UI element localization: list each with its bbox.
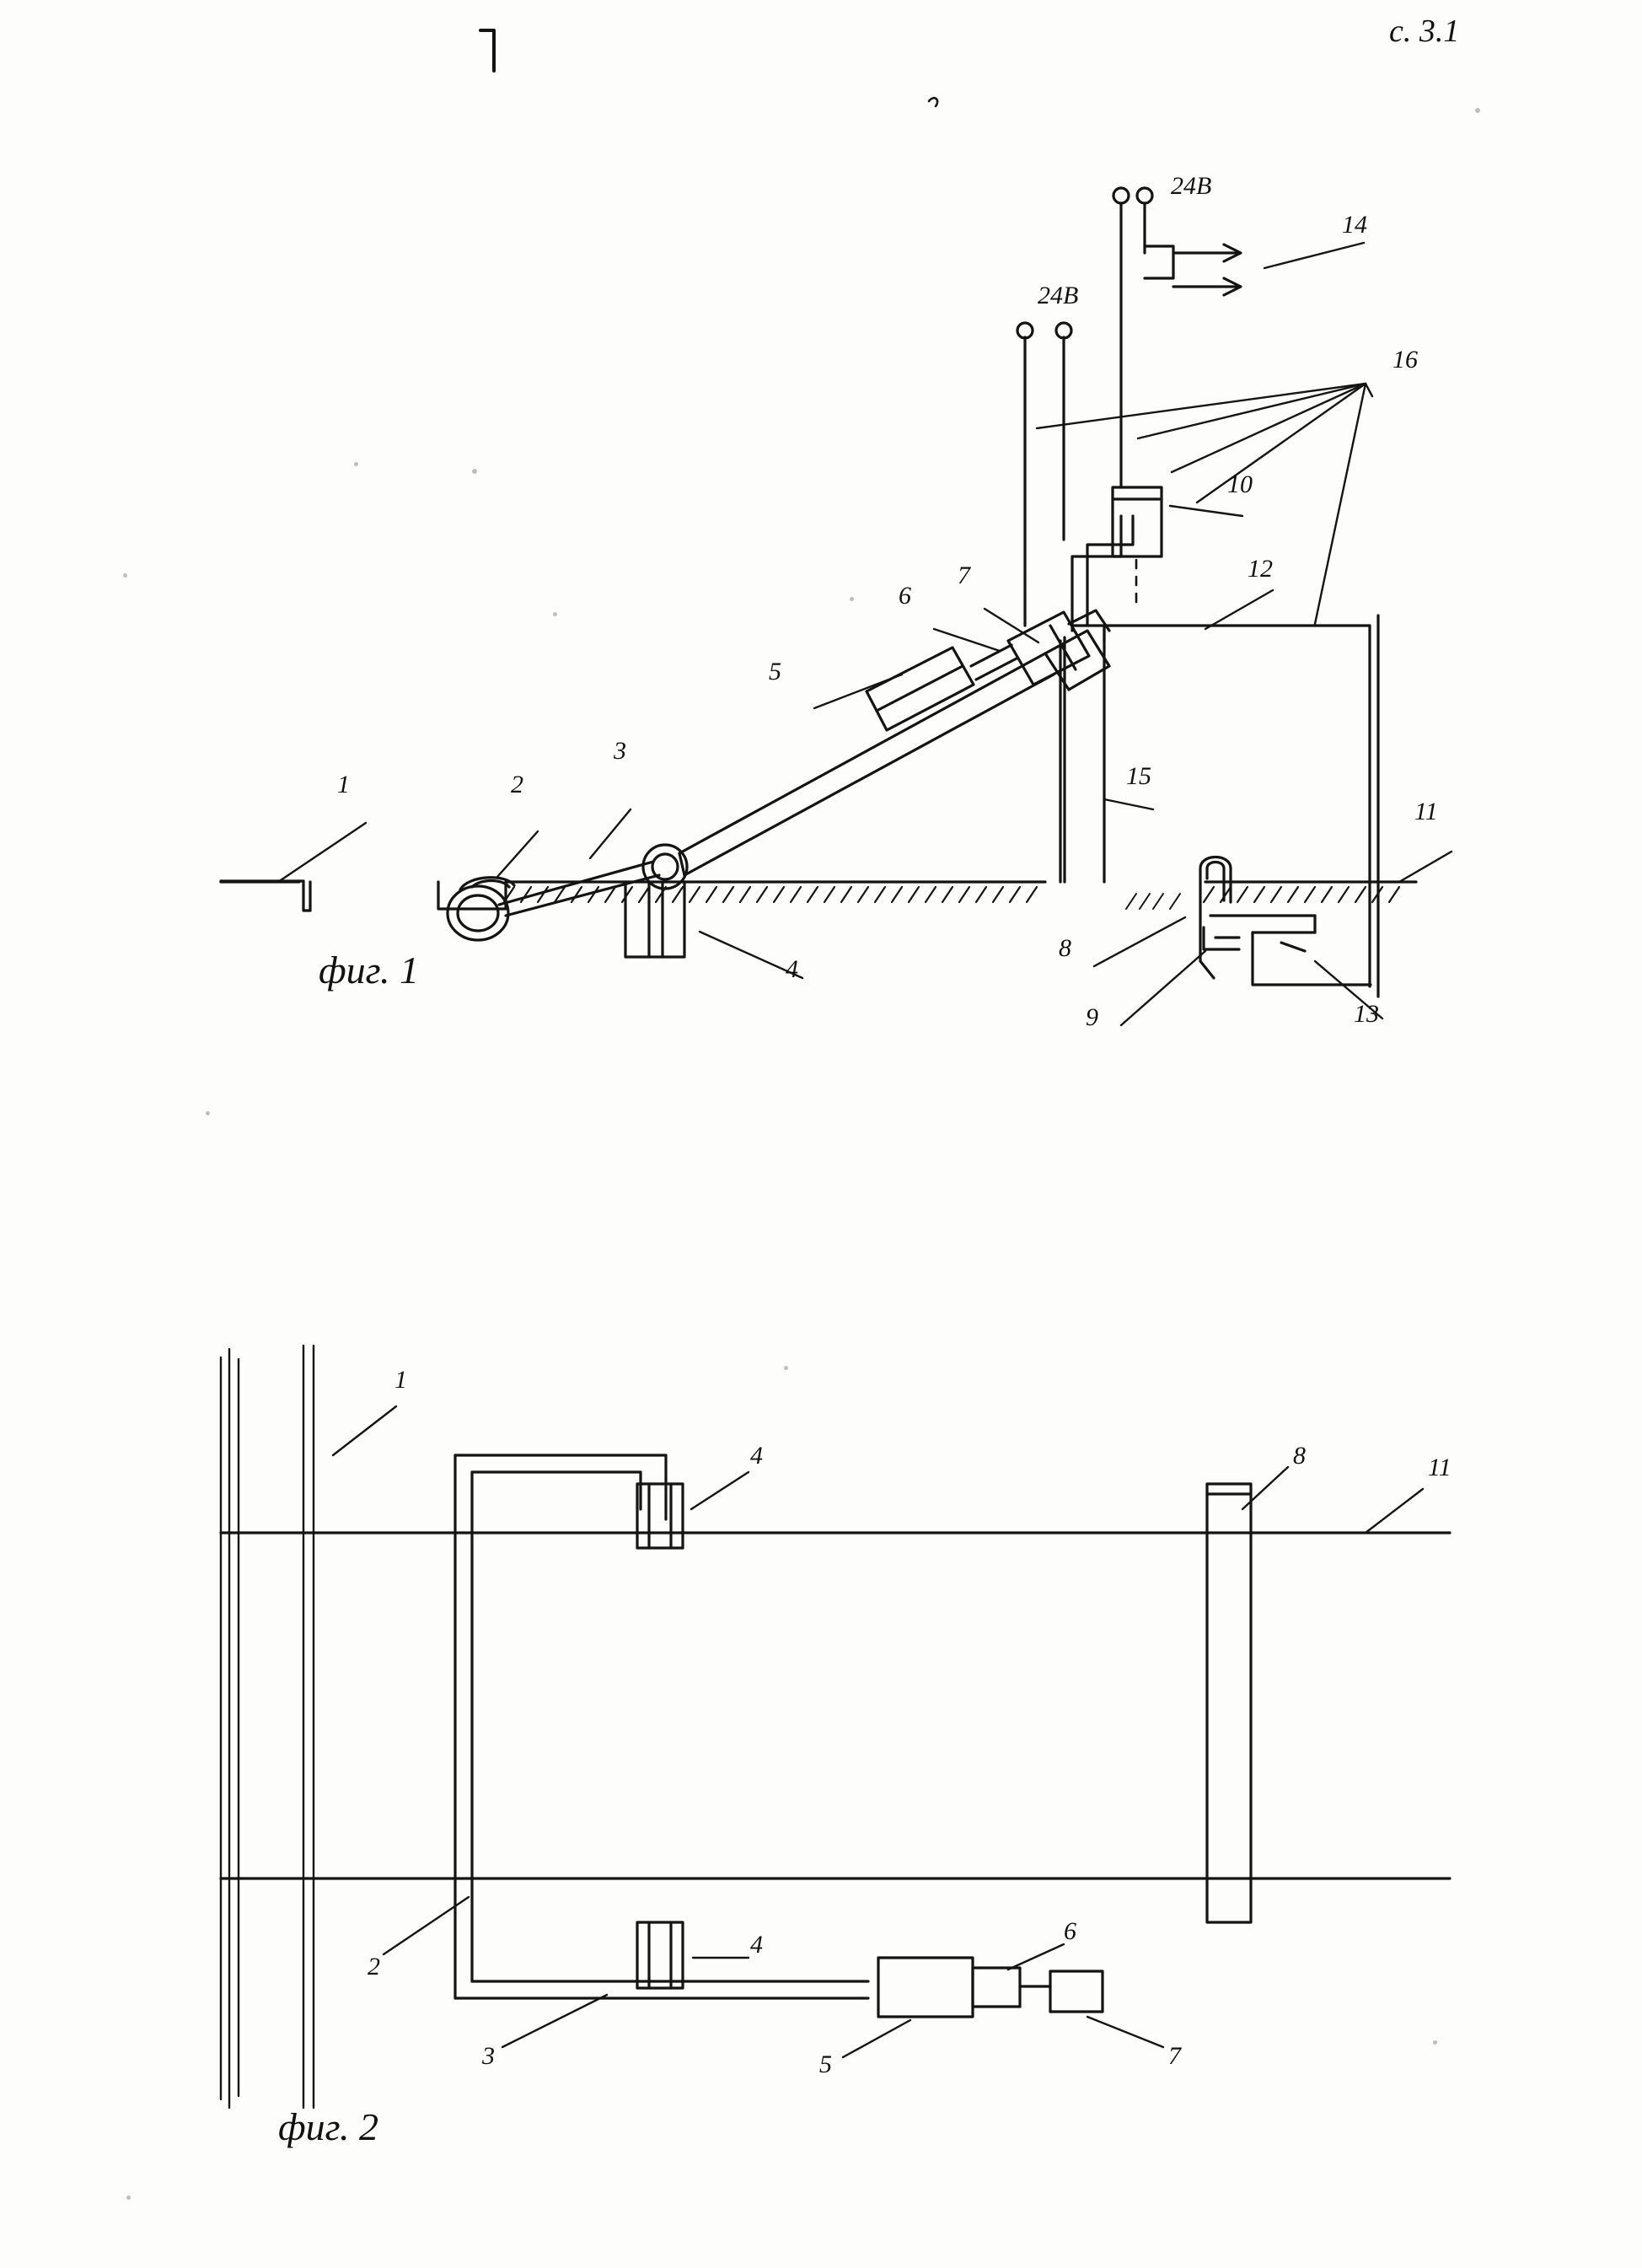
figure-2-caption: фиг. 2 (278, 2105, 378, 2148)
callout-fig2-6: 6 (1064, 1917, 1076, 1945)
paper-speck (123, 573, 127, 578)
callout-fig2-1: 1 (394, 1366, 407, 1394)
callout-fig1-4: 4 (786, 955, 798, 983)
paper-speck (1475, 108, 1480, 113)
callout-fig2-7: 7 (1168, 2042, 1181, 2070)
callout-fig2-4b: 4 (750, 1931, 763, 1959)
callout-fig2-8: 8 (1293, 1442, 1306, 1470)
callout-fig1-9: 9 (1086, 1003, 1098, 1031)
callout-fig1-11: 11 (1414, 798, 1438, 825)
callout-fig2-5: 5 (819, 2050, 832, 2078)
callout-fig1-13: 13 (1354, 1000, 1379, 1028)
callout-fig1-3: 3 (614, 737, 626, 765)
voltage-label-right: 24В (1171, 172, 1212, 200)
callout-fig2-3: 3 (482, 2042, 495, 2070)
paper-speck (354, 462, 358, 466)
voltage-label-left: 24В (1038, 282, 1079, 309)
paper-speck (126, 2195, 131, 2200)
paper-speck (850, 597, 854, 601)
paper-speck (206, 1111, 210, 1115)
paper-speck (553, 612, 557, 616)
callout-fig2-4a: 4 (750, 1442, 763, 1470)
callout-fig1-5: 5 (769, 658, 781, 685)
callout-fig1-16: 16 (1392, 346, 1418, 374)
page-number: с. 3.1 (1389, 13, 1460, 49)
callout-fig1-10: 10 (1227, 470, 1253, 498)
callout-fig1-6: 6 (899, 582, 911, 610)
callout-fig1-1: 1 (337, 771, 350, 798)
paper-speck (784, 1366, 788, 1370)
paper-speck (1433, 2040, 1437, 2045)
figure-1-caption: фиг. 1 (319, 949, 419, 992)
callout-fig2-2: 2 (368, 1953, 380, 1980)
callout-fig1-7: 7 (958, 562, 970, 589)
callout-fig1-15: 15 (1126, 762, 1151, 790)
paper-speck (472, 469, 477, 474)
callout-fig1-14: 14 (1342, 211, 1367, 239)
callout-fig1-8: 8 (1059, 934, 1071, 962)
callout-fig1-2: 2 (511, 771, 523, 798)
callout-fig1-12: 12 (1248, 555, 1273, 583)
callout-fig2-11: 11 (1428, 1454, 1452, 1481)
